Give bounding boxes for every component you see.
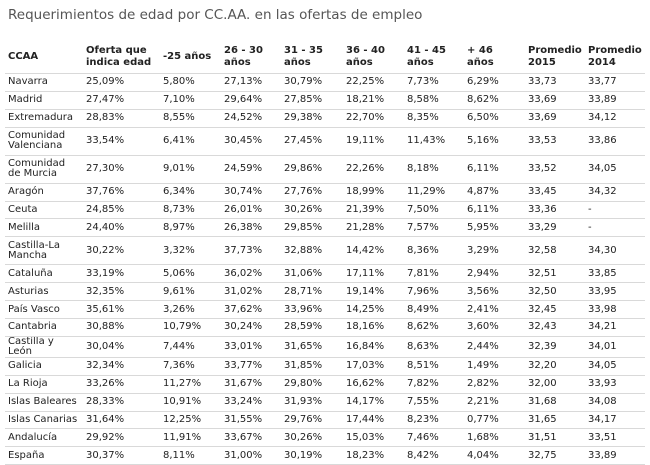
value-cell: 3,60%: [464, 319, 525, 337]
value-cell: 37,76%: [83, 183, 160, 201]
ccaa-cell: Madrid: [5, 91, 83, 109]
value-cell: 7,81%: [404, 265, 464, 283]
value-cell: 19,14%: [343, 283, 404, 301]
value-cell: 33,01%: [221, 336, 281, 357]
value-cell: 14,25%: [343, 301, 404, 319]
value-cell: 5,80%: [160, 74, 221, 92]
value-cell: 33,67%: [221, 429, 281, 447]
value-cell: 29,85%: [281, 219, 343, 237]
ccaa-cell: Asturias: [5, 283, 83, 301]
value-cell: 30,37%: [83, 447, 160, 465]
value-cell: 30,88%: [83, 319, 160, 337]
ccaa-cell: País Vasco: [5, 301, 83, 319]
column-header: 41 - 45 años: [404, 40, 464, 74]
value-cell: 31,93%: [281, 393, 343, 411]
value-cell: 26,38%: [221, 219, 281, 237]
value-cell: 32,51: [525, 265, 585, 283]
value-cell: 28,83%: [83, 109, 160, 127]
value-cell: 8,11%: [160, 447, 221, 465]
value-cell: 18,16%: [343, 319, 404, 337]
table-row: [5, 183, 645, 201]
value-cell: 30,45%: [221, 127, 281, 155]
value-cell: 7,73%: [404, 74, 464, 92]
value-cell: 8,55%: [160, 109, 221, 127]
table-row: [5, 336, 645, 357]
value-cell: 8,62%: [404, 319, 464, 337]
value-cell: 21,28%: [343, 219, 404, 237]
value-cell: 33,98: [585, 301, 645, 319]
value-cell: 34,32: [585, 183, 645, 201]
ccaa-cell: Melilla: [5, 219, 83, 237]
value-cell: 25,09%: [83, 74, 160, 92]
value-cell: 27,76%: [281, 183, 343, 201]
value-cell: 30,26%: [281, 429, 343, 447]
value-cell: 8,23%: [404, 411, 464, 429]
value-cell: 33,26%: [83, 375, 160, 393]
value-cell: 31,64%: [83, 411, 160, 429]
value-cell: 31,51: [525, 429, 585, 447]
value-cell: 32,39: [525, 336, 585, 357]
value-cell: 0,77%: [464, 411, 525, 429]
value-cell: 34,12: [585, 109, 645, 127]
value-cell: 8,36%: [404, 237, 464, 265]
value-cell: 31,06%: [281, 265, 343, 283]
page-title: Requerimientos de edad por CC.AA. en las ofertas de empleo: [8, 7, 423, 23]
value-cell: 32,35%: [83, 283, 160, 301]
value-cell: 27,47%: [83, 91, 160, 109]
value-cell: 1,68%: [464, 429, 525, 447]
value-cell: 31,55%: [221, 411, 281, 429]
value-cell: 30,26%: [281, 201, 343, 219]
ccaa-cell: Navarra: [5, 74, 83, 92]
value-cell: 33,96%: [281, 301, 343, 319]
table-row: [5, 393, 645, 411]
table-row: [5, 319, 645, 337]
ccaa-cell: La Rioja: [5, 375, 83, 393]
value-cell: 29,86%: [281, 155, 343, 183]
value-cell: 29,92%: [83, 429, 160, 447]
ccaa-cell: Castilla-La Mancha: [5, 237, 83, 265]
value-cell: 29,38%: [281, 109, 343, 127]
value-cell: 11,27%: [160, 375, 221, 393]
value-cell: 26,01%: [221, 201, 281, 219]
value-cell: 14,17%: [343, 393, 404, 411]
table-row: [5, 74, 645, 92]
value-cell: 30,79%: [281, 74, 343, 92]
column-header: CCAA: [5, 40, 83, 74]
value-cell: 3,29%: [464, 237, 525, 265]
value-cell: 30,04%: [83, 336, 160, 357]
value-cell: 33,52: [525, 155, 585, 183]
column-header: Oferta que indica edad: [83, 40, 160, 74]
value-cell: 33,86: [585, 127, 645, 155]
ccaa-cell: Andalucía: [5, 429, 83, 447]
ccaa-cell: Ceuta: [5, 201, 83, 219]
value-cell: 31,00%: [221, 447, 281, 465]
value-cell: 2,41%: [464, 301, 525, 319]
value-cell: 10,79%: [160, 319, 221, 337]
value-cell: 31,68: [525, 393, 585, 411]
value-cell: 6,29%: [464, 74, 525, 92]
value-cell: 8,51%: [404, 357, 464, 375]
value-cell: 33,77: [585, 74, 645, 92]
table-row: [5, 155, 645, 183]
value-cell: 7,96%: [404, 283, 464, 301]
value-cell: 33,53: [525, 127, 585, 155]
value-cell: 31,67%: [221, 375, 281, 393]
table-row: [5, 301, 645, 319]
value-cell: 16,84%: [343, 336, 404, 357]
value-cell: 33,73: [525, 74, 585, 92]
ccaa-cell: Aragón: [5, 183, 83, 201]
value-cell: 37,62%: [221, 301, 281, 319]
value-cell: 30,22%: [83, 237, 160, 265]
value-cell: 10,91%: [160, 393, 221, 411]
value-cell: 29,64%: [221, 91, 281, 109]
value-cell: 24,52%: [221, 109, 281, 127]
value-cell: 17,44%: [343, 411, 404, 429]
value-cell: 6,11%: [464, 155, 525, 183]
value-cell: 7,55%: [404, 393, 464, 411]
ccaa-cell: Extremadura: [5, 109, 83, 127]
value-cell: 28,33%: [83, 393, 160, 411]
table-row: [5, 357, 645, 375]
value-cell: 32,00: [525, 375, 585, 393]
table-row: [5, 411, 645, 429]
value-cell: 27,85%: [281, 91, 343, 109]
table-row: [5, 375, 645, 393]
value-cell: 32,34%: [83, 357, 160, 375]
value-cell: 24,59%: [221, 155, 281, 183]
value-cell: 8,42%: [404, 447, 464, 465]
value-cell: 7,36%: [160, 357, 221, 375]
value-cell: 4,04%: [464, 447, 525, 465]
value-cell: 33,45: [525, 183, 585, 201]
ccaa-cell: Islas Baleares: [5, 393, 83, 411]
value-cell: 21,39%: [343, 201, 404, 219]
table-row: [5, 283, 645, 301]
value-cell: 29,76%: [281, 411, 343, 429]
value-cell: 18,23%: [343, 447, 404, 465]
value-cell: 32,45: [525, 301, 585, 319]
value-cell: 24,40%: [83, 219, 160, 237]
value-cell: 32,50: [525, 283, 585, 301]
value-cell: 31,85%: [281, 357, 343, 375]
value-cell: 17,03%: [343, 357, 404, 375]
value-cell: 31,02%: [221, 283, 281, 301]
value-cell: 27,45%: [281, 127, 343, 155]
column-header: -25 años: [160, 40, 221, 74]
value-cell: 31,65: [525, 411, 585, 429]
value-cell: 3,32%: [160, 237, 221, 265]
ccaa-cell: España: [5, 447, 83, 465]
value-cell: 19,11%: [343, 127, 404, 155]
value-cell: 8,58%: [404, 91, 464, 109]
value-cell: 32,43: [525, 319, 585, 337]
column-header: + 46 años: [464, 40, 525, 74]
ccaa-cell: Cantabria: [5, 319, 83, 337]
value-cell: 7,46%: [404, 429, 464, 447]
value-cell: 7,82%: [404, 375, 464, 393]
ccaa-cell: Comunidad de Murcia: [5, 155, 83, 183]
value-cell: 12,25%: [160, 411, 221, 429]
value-cell: 5,16%: [464, 127, 525, 155]
ccaa-cell: Cataluña: [5, 265, 83, 283]
value-cell: 33,69: [525, 91, 585, 109]
value-cell: 6,41%: [160, 127, 221, 155]
value-cell: 27,13%: [221, 74, 281, 92]
value-cell: 27,30%: [83, 155, 160, 183]
value-cell: 28,71%: [281, 283, 343, 301]
value-cell: 33,69: [525, 109, 585, 127]
table-row: [5, 109, 645, 127]
value-cell: 32,88%: [281, 237, 343, 265]
table-row: [5, 127, 645, 155]
value-cell: 35,61%: [83, 301, 160, 319]
value-cell: 6,50%: [464, 109, 525, 127]
value-cell: 22,26%: [343, 155, 404, 183]
value-cell: 29,80%: [281, 375, 343, 393]
value-cell: 5,95%: [464, 219, 525, 237]
value-cell: 33,85: [585, 265, 645, 283]
table-row: [5, 237, 645, 265]
value-cell: 30,19%: [281, 447, 343, 465]
value-cell: 8,18%: [404, 155, 464, 183]
value-cell: 33,77%: [221, 357, 281, 375]
value-cell: 7,10%: [160, 91, 221, 109]
value-cell: 33,89: [585, 447, 645, 465]
value-cell: 7,57%: [404, 219, 464, 237]
value-cell: 22,25%: [343, 74, 404, 92]
value-cell: 34,17: [585, 411, 645, 429]
table-row: [5, 91, 645, 109]
value-cell: 8,73%: [160, 201, 221, 219]
value-cell: 8,97%: [160, 219, 221, 237]
value-cell: 33,29: [525, 219, 585, 237]
column-header: Promedio 2014: [585, 40, 645, 74]
value-cell: 34,05: [585, 357, 645, 375]
value-cell: -: [585, 219, 645, 237]
value-cell: 3,56%: [464, 283, 525, 301]
value-cell: 34,21: [585, 319, 645, 337]
value-cell: 5,06%: [160, 265, 221, 283]
value-cell: 33,89: [585, 91, 645, 109]
value-cell: 37,73%: [221, 237, 281, 265]
value-cell: 34,08: [585, 393, 645, 411]
value-cell: 16,62%: [343, 375, 404, 393]
table-body: [5, 74, 645, 465]
value-cell: 14,42%: [343, 237, 404, 265]
value-cell: 34,05: [585, 155, 645, 183]
value-cell: 11,91%: [160, 429, 221, 447]
column-header: 26 - 30 años: [221, 40, 281, 74]
value-cell: 33,36: [525, 201, 585, 219]
value-cell: 6,34%: [160, 183, 221, 201]
table-row: [5, 219, 645, 237]
value-cell: 32,58: [525, 237, 585, 265]
age-requirements-table: [5, 40, 645, 465]
value-cell: 31,65%: [281, 336, 343, 357]
value-cell: 4,87%: [464, 183, 525, 201]
column-header: 36 - 40 años: [343, 40, 404, 74]
value-cell: 11,29%: [404, 183, 464, 201]
value-cell: 30,24%: [221, 319, 281, 337]
column-header: Promedio 2015: [525, 40, 585, 74]
value-cell: 6,11%: [464, 201, 525, 219]
column-header: 31 - 35 años: [281, 40, 343, 74]
value-cell: 17,11%: [343, 265, 404, 283]
value-cell: 33,24%: [221, 393, 281, 411]
value-cell: 8,35%: [404, 109, 464, 127]
value-cell: 11,43%: [404, 127, 464, 155]
value-cell: 32,20: [525, 357, 585, 375]
value-cell: 33,54%: [83, 127, 160, 155]
value-cell: 34,30: [585, 237, 645, 265]
value-cell: 8,63%: [404, 336, 464, 357]
value-cell: 7,44%: [160, 336, 221, 357]
table-row: [5, 201, 645, 219]
value-cell: 8,62%: [464, 91, 525, 109]
value-cell: 18,21%: [343, 91, 404, 109]
value-cell: 1,49%: [464, 357, 525, 375]
value-cell: -: [585, 201, 645, 219]
table-row: [5, 447, 645, 465]
value-cell: 2,94%: [464, 265, 525, 283]
ccaa-cell: Galicia: [5, 357, 83, 375]
value-cell: 33,95: [585, 283, 645, 301]
value-cell: 7,50%: [404, 201, 464, 219]
value-cell: 2,82%: [464, 375, 525, 393]
table-row: [5, 265, 645, 283]
value-cell: 2,21%: [464, 393, 525, 411]
table-row: [5, 429, 645, 447]
value-cell: 30,74%: [221, 183, 281, 201]
value-cell: 34,01: [585, 336, 645, 357]
value-cell: 9,61%: [160, 283, 221, 301]
value-cell: 33,19%: [83, 265, 160, 283]
value-cell: 22,70%: [343, 109, 404, 127]
ccaa-cell: Islas Canarias: [5, 411, 83, 429]
value-cell: 32,75: [525, 447, 585, 465]
value-cell: 18,99%: [343, 183, 404, 201]
value-cell: 33,93: [585, 375, 645, 393]
value-cell: 24,85%: [83, 201, 160, 219]
ccaa-cell: Castilla y León: [5, 336, 83, 357]
value-cell: 15,03%: [343, 429, 404, 447]
value-cell: 33,51: [585, 429, 645, 447]
value-cell: 36,02%: [221, 265, 281, 283]
table-header-row: [5, 40, 645, 74]
value-cell: 9,01%: [160, 155, 221, 183]
ccaa-cell: Comunidad Valenciana: [5, 127, 83, 155]
value-cell: 2,44%: [464, 336, 525, 357]
value-cell: 8,49%: [404, 301, 464, 319]
value-cell: 3,26%: [160, 301, 221, 319]
value-cell: 28,59%: [281, 319, 343, 337]
